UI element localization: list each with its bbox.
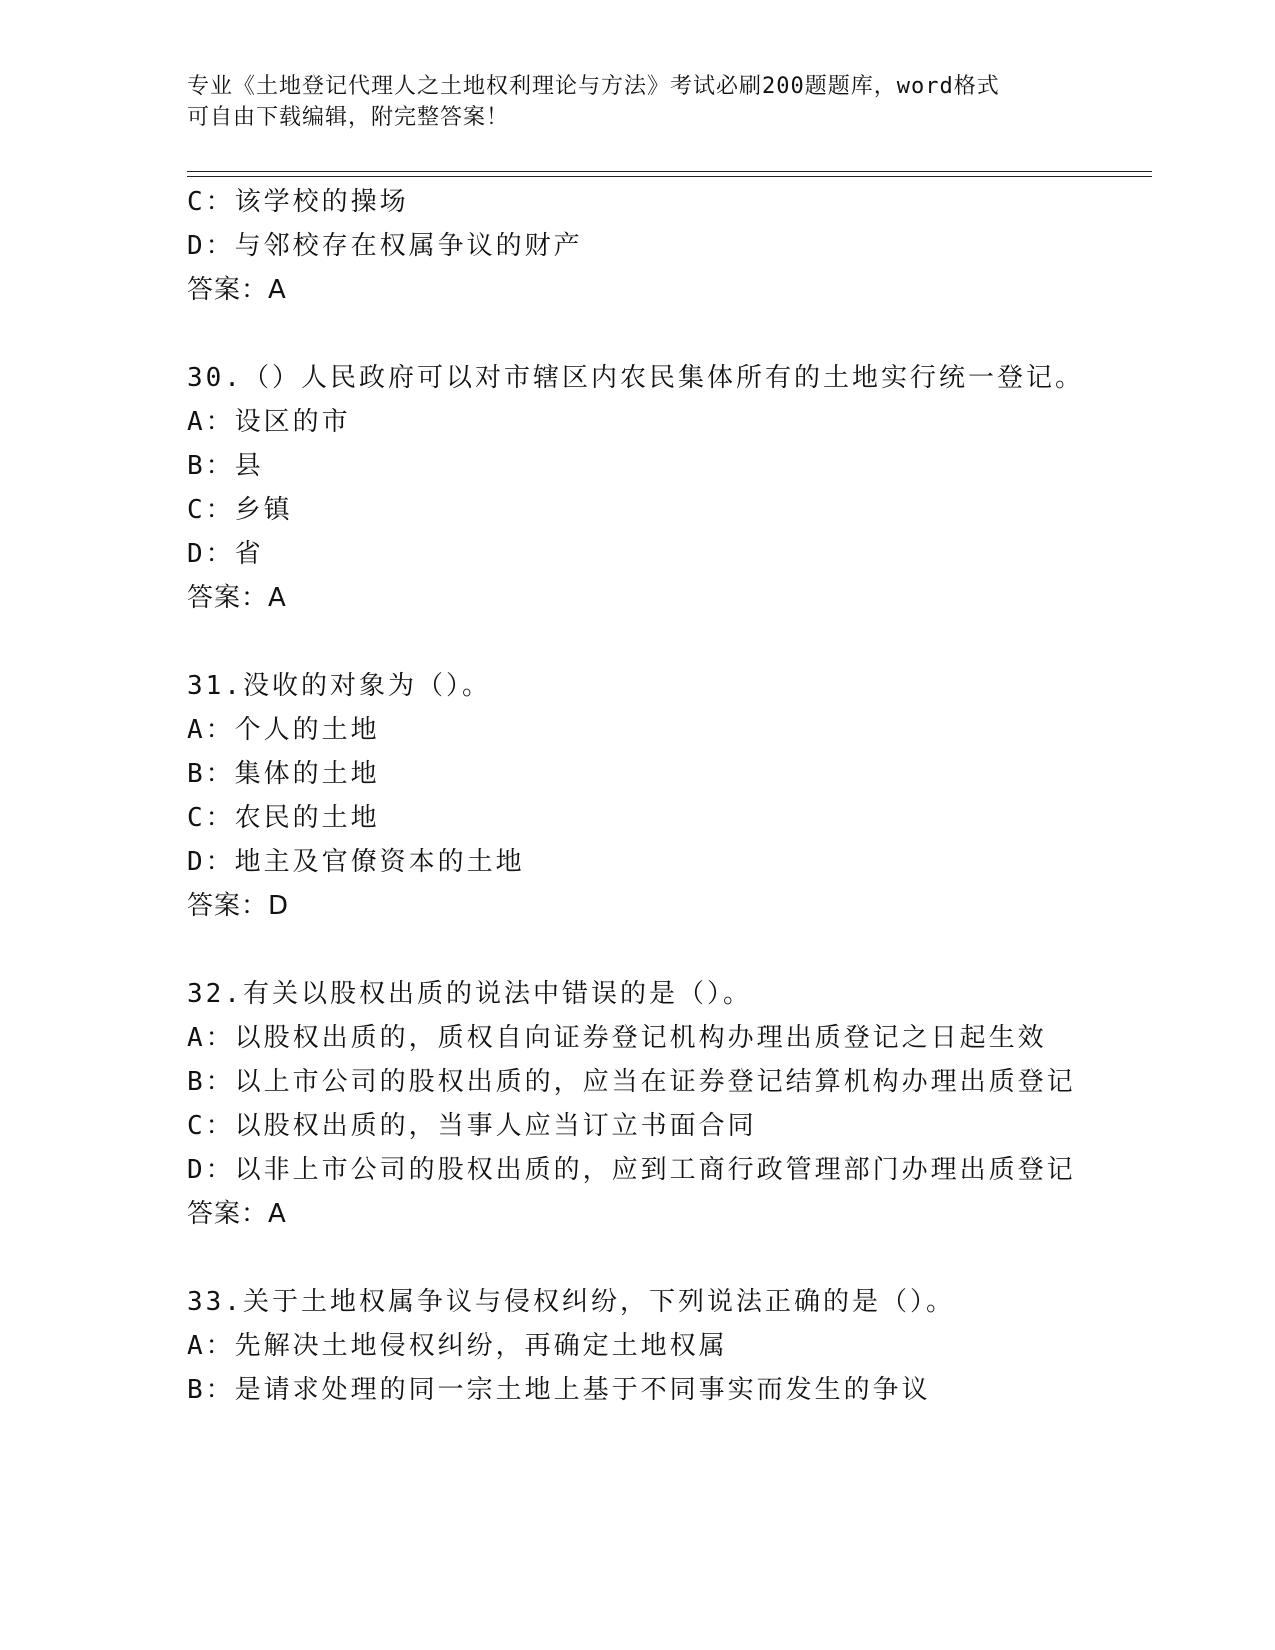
q31-option-c: C：农民的土地 bbox=[187, 803, 380, 833]
header-rule-bottom bbox=[187, 176, 1152, 177]
q32-option-b: B：以上市公司的股权出质的，应当在证券登记结算机构办理出质登记 bbox=[187, 1067, 1076, 1097]
q30-stem: 30.（）人民政府可以对市辖区内农民集体所有的土地实行统一登记。 bbox=[187, 363, 1084, 393]
q29-option-d: D：与邻校存在权属争议的财产 bbox=[187, 231, 583, 261]
q29-option-c: C：该学校的操场 bbox=[187, 187, 409, 217]
q29-answer: 答案：A bbox=[187, 275, 287, 305]
q32-answer: 答案：A bbox=[187, 1199, 287, 1229]
q30-option-b: B：县 bbox=[187, 451, 264, 481]
q33-option-a: A：先解决土地侵权纠纷，再确定土地权属 bbox=[187, 1331, 728, 1361]
document-header-line-1: 专业《土地登记代理人之土地权利理论与方法》考试必刷200题题库，word格式 bbox=[187, 74, 1000, 99]
q30-option-c: C：乡镇 bbox=[187, 495, 293, 525]
q31-option-a: A：个人的土地 bbox=[187, 715, 380, 745]
q32-option-a: A：以股权出质的，质权自向证券登记机构办理出质登记之日起生效 bbox=[187, 1023, 1047, 1053]
document-header-line-2: 可自由下载编辑，附完整答案！ bbox=[187, 105, 510, 130]
q33-option-b: B：是请求处理的同一宗土地上基于不同事实而发生的争议 bbox=[187, 1375, 931, 1405]
q30-option-d: D：省 bbox=[187, 539, 264, 569]
q32-stem: 32.有关以股权出质的说法中错误的是（）。 bbox=[187, 979, 752, 1009]
q33-stem: 33.关于土地权属争议与侵权纠纷，下列说法正确的是（）。 bbox=[187, 1287, 955, 1317]
header-rule-top bbox=[187, 171, 1152, 172]
q31-option-b: B：集体的土地 bbox=[187, 759, 380, 789]
q31-stem: 31.没收的对象为（）。 bbox=[187, 671, 491, 701]
q30-answer: 答案：A bbox=[187, 583, 287, 613]
q30-option-a: A：设区的市 bbox=[187, 407, 351, 437]
q32-option-c: C：以股权出质的，当事人应当订立书面合同 bbox=[187, 1111, 757, 1141]
q31-option-d: D：地主及官僚资本的土地 bbox=[187, 847, 525, 877]
q32-option-d: D：以非上市公司的股权出质的，应到工商行政管理部门办理出质登记 bbox=[187, 1155, 1076, 1185]
q31-answer: 答案：D bbox=[187, 891, 290, 921]
